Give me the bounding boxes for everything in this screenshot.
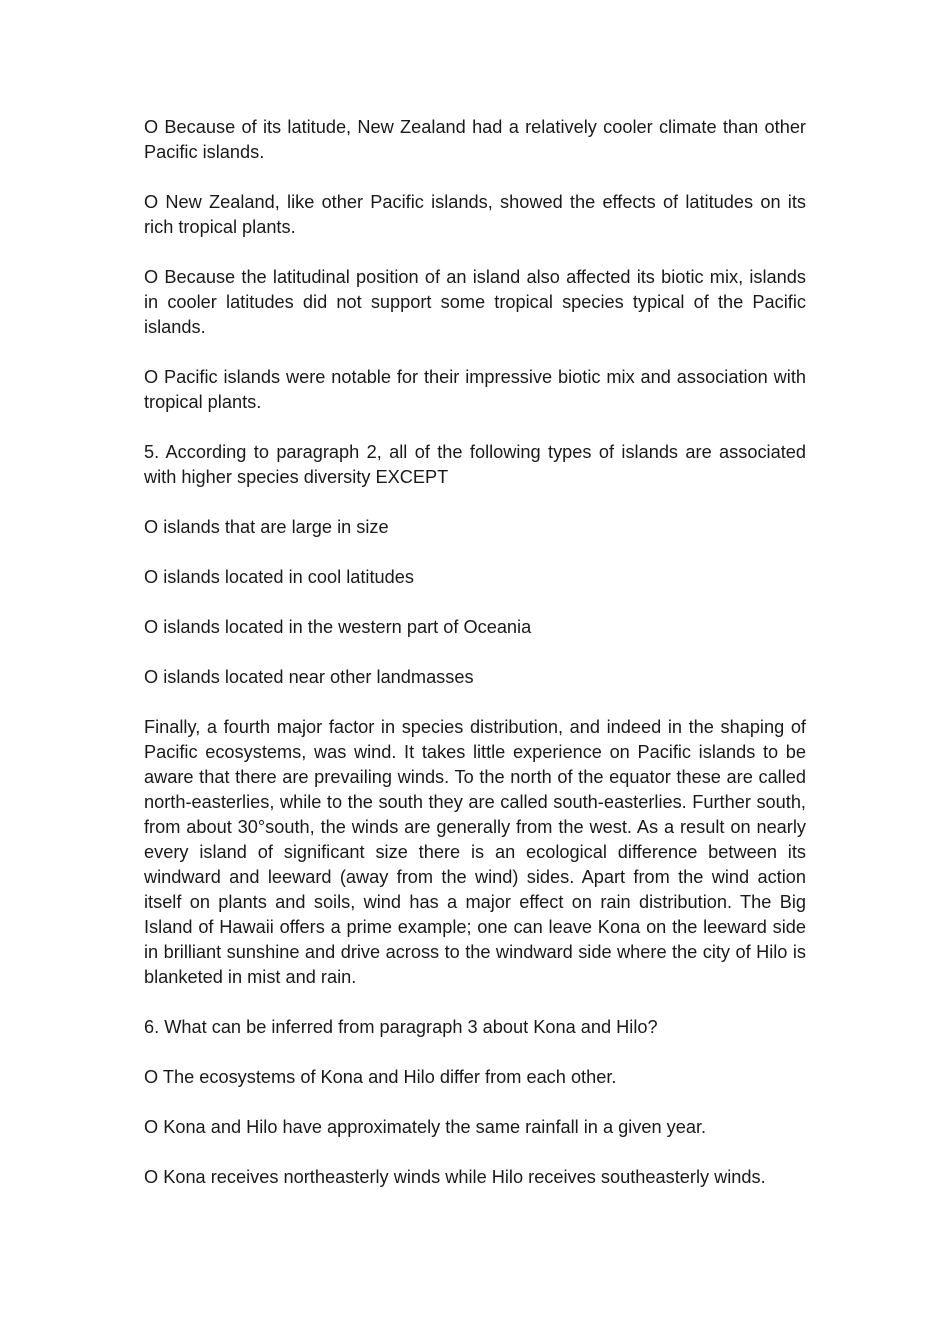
answer-option: O islands located near other landmasses [144, 667, 474, 687]
answer-option: O The ecosystems of Kona and Hilo differ from each other. [144, 1067, 617, 1087]
answer-option: O islands located in cool latitudes [144, 567, 414, 587]
answer-option: O Pacific islands were notable for their impressive biotic mix and association with tropical plants. [144, 367, 806, 412]
question-5: 5. According to paragraph 2, all of the following types of islands are associated with higher species diversity EXCEPT [144, 442, 806, 487]
question-6: 6. What can be inferred from paragraph 3 about Kona and Hilo? [144, 1017, 658, 1037]
answer-option: O New Zealand, like other Pacific islands, showed the effects of latitudes on its rich tropical plants. [144, 192, 806, 237]
paragraph-3: Finally, a fourth major factor in species distribution, and indeed in the shaping of Pacific ecosystems, was wind. It takes little experience on Pacific islands to be aware that there are prevailing winds. To the north of the equator these are called north-easterlies, while to the south they are called south-easterlies. Further south, from about 30°south, the winds are generally from the west. As a result on nearly every island of significant size there is an ecological difference between its windward and leeward (away from the wind) sides. Apart from the wind action itself on plants and soils, wind has a major effect on rain distribution. The Big Island of Hawaii offers a prime example; one can leave Kona on the leeward side in brilliant sunshine and drive across to the windward side where the city of Hilo is blanketed in mist and rain. [144, 717, 806, 987]
answer-option: O Kona receives northeasterly winds while Hilo receives southeasterly winds. [144, 1167, 766, 1187]
answer-option: O islands located in the western part of Oceania [144, 617, 532, 637]
answer-option: O Kona and Hilo have approximately the same rainfall in a given year. [144, 1117, 707, 1137]
answer-option: O Because the latitudinal position of an island also affected its biotic mix, islands in cooler latitudes did not support some tropical species typical of the Pacific islands. [144, 267, 806, 337]
document-page [144, 115, 806, 1215]
answer-option: O islands that are large in size [144, 517, 389, 537]
answer-option: O Because of its latitude, New Zealand had a relatively cooler climate than other Pacific islands. [144, 117, 806, 162]
